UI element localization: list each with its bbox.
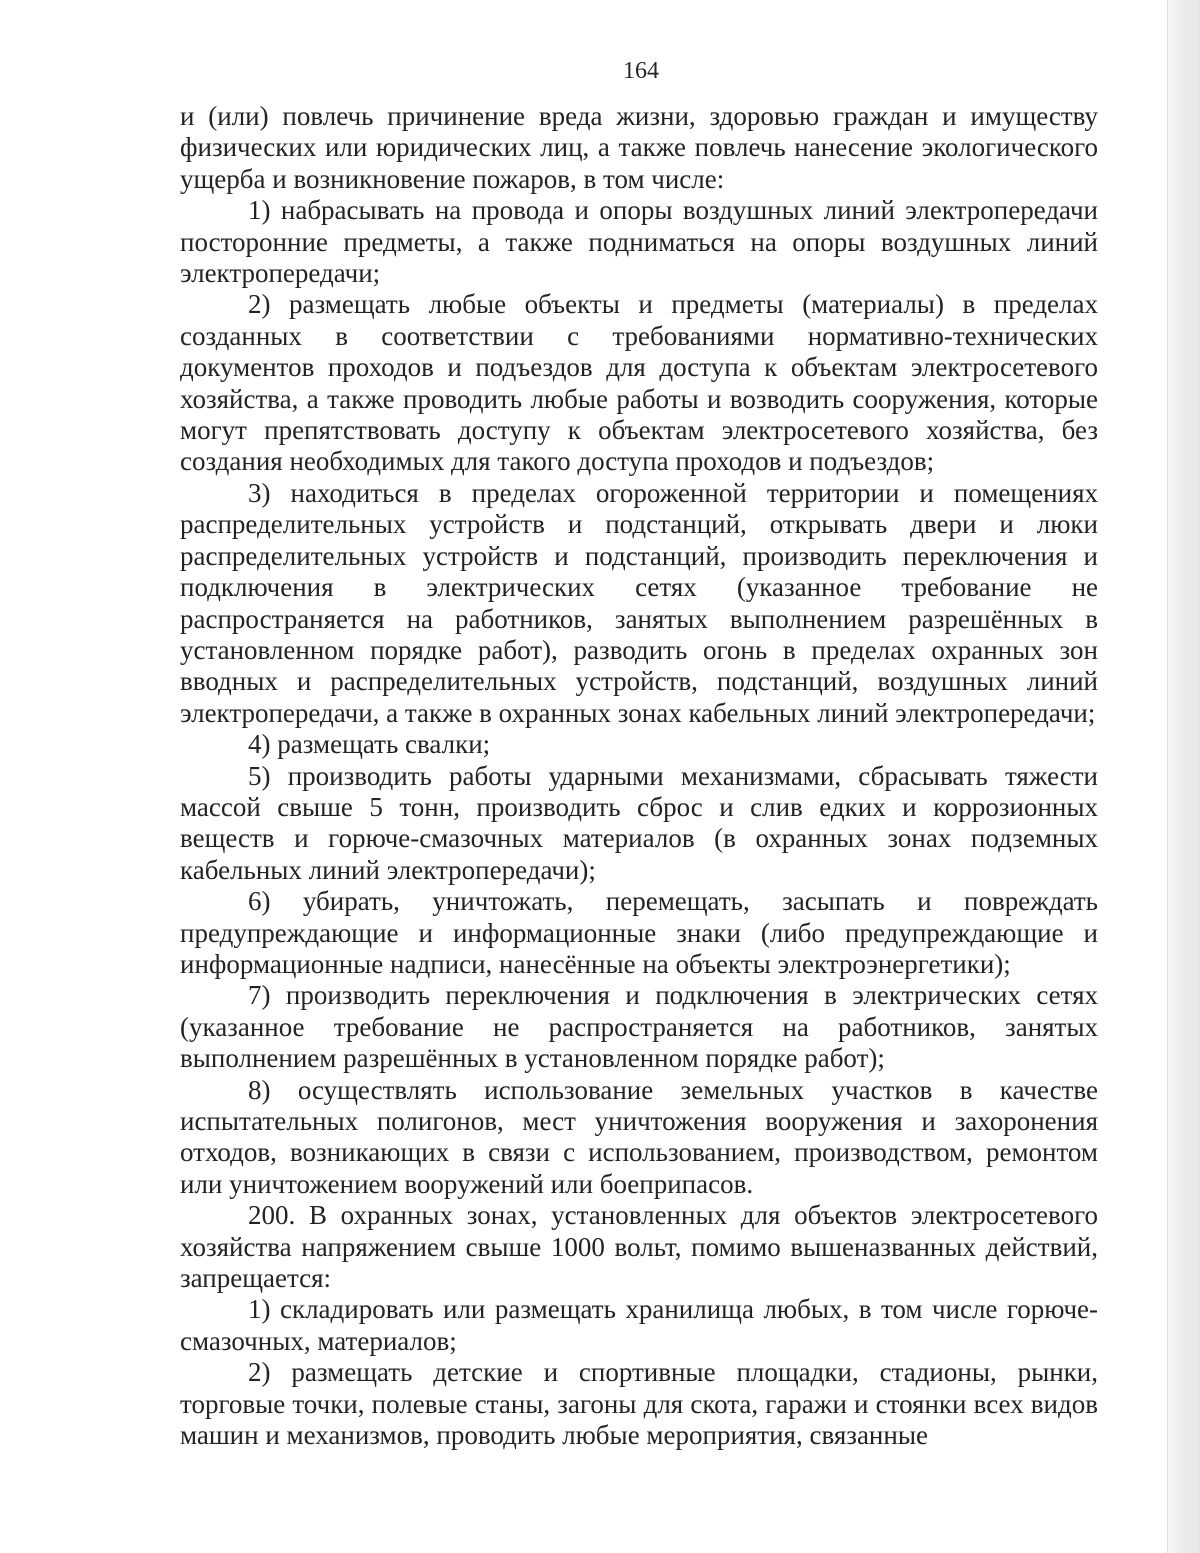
list-item-2: 2) размещать любые объекты и предметы (материалы) в пределах созданных в соответствии с требованиями нормативно-технических документов проходов и подъездов для доступа к объектам электросетевого хозяйства, а также проводить любые работы и возводить сооружения, которые могут препятствовать доступу к объектам электросетевого хозяйства, без создания необходимых для такого доступа проходов и подъездов; (180, 289, 1098, 477)
list-item-4: 4) размещать свалки; (248, 729, 491, 760)
section-200-item-1: 1) складировать или размещать хранилища любых, в том числе горюче-смазочных, материалов; (180, 1294, 1098, 1356)
list-item-3: 3) находиться в пределах огороженной территории и помещениях распределительных устройств и подстанций, открывать двери и люки распределительных устройств и подстанций, производить переключения и подключения в электрических сетях (указанное требование не распространяется на работников, занятых выполнением разрешённых в установленном порядке работ), разводить огонь в пределах охранных зон вводных и распределительных устройств, подстанций, воздушных линий электропередачи, а также в охранных зонах кабельных линий электропередачи; (180, 477, 1098, 728)
scan-page-edge (1167, 0, 1200, 1553)
section-200: 200. В охранных зонах, установленных для объектов электросетевого хозяйства напряжением свыше 1000 вольт, помимо вышеназванных действий, запрещается: (180, 1200, 1098, 1294)
list-item-7: 7) производить переключения и подключения в электрических сетях (указанное требование не распространяется на работников, занятых выполнением разрешённых в установленном порядке работ); (180, 980, 1098, 1074)
list-item-6: 6) убирать, уничтожать, перемещать, засыпать и повреждать предупреждающие и информационные знаки (либо предупреждающие и информационные надписи, нанесённые на объекты электроэнергетики); (180, 886, 1098, 979)
list-item-1: 1) набрасывать на провода и опоры воздушных линий электропередачи посторонние предметы, а также подниматься на опоры воздушных линий электропередачи; (180, 195, 1098, 289)
list-item-8: 8) осуществлять использование земельных участков в качестве испытательных полигонов, мест уничтожения вооружения и захоронения отходов, возникающих в связи с использованием, производством, ремонтом или уничтожением вооружений или боеприпасов. (180, 1074, 1098, 1199)
document-body (180, 101, 1098, 1451)
section-200-item-2: 2) размещать детские и спортивные площадки, стадионы, рынки, торговые точки, полевые станы, загоны для скота, гаражи и стоянки всех видов машин и механизмов, проводить любые мероприятия, связанные (180, 1357, 1098, 1451)
page-number: 164 (623, 58, 659, 84)
paragraph-continuation: и (или) повлечь причинение вреда жизни, здоровью граждан и имуществу физических или юридических лиц, а также повлечь нанесение экологического ущерба и возникновение пожаров, в том числе: (180, 101, 1098, 194)
list-item-5: 5) производить работы ударными механизмами, сбрасывать тяжести массой свыше 5 тонн, производить сброс и слив едких и коррозионных веществ и горюче-смазочных материалов (в охранных зонах подземных кабельных линий электропередачи); (180, 760, 1098, 885)
